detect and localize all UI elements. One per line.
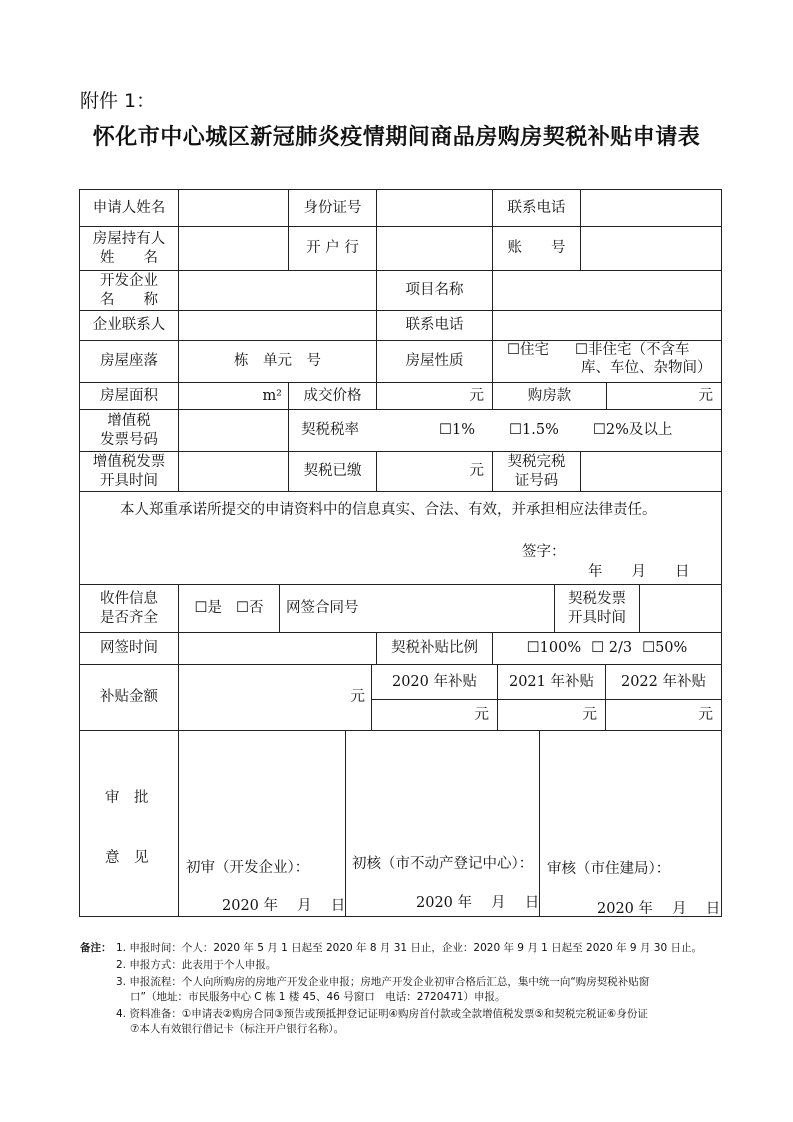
first-check-opinion-field[interactable] xyxy=(346,731,539,849)
bank-field[interactable] xyxy=(377,227,492,270)
phone-label: 联系电话 xyxy=(507,199,566,216)
sign-time-label: 网签时间 xyxy=(100,640,158,657)
note-4a: 4. 资料准备：①申请表②购房合同③预告或预抵押登记证明④购房首付款或全款增值税发票⑤和契税完税证⑥身份证 xyxy=(116,1008,648,1020)
deed-paid-unit: 元 xyxy=(469,463,484,480)
deed-invoice-label-line2: 开具时间 xyxy=(568,609,626,626)
subsidy-2021-field[interactable] xyxy=(498,700,605,730)
vat-time-label-line2: 开具时间 xyxy=(100,472,158,489)
vat-number-field[interactable] xyxy=(179,410,288,451)
area-label: 房屋面积 xyxy=(100,387,158,404)
bank-label: 开 户 行 xyxy=(306,240,359,257)
docs-complete-label-line1: 收件信息 xyxy=(100,591,158,608)
deed-invoice-time-label xyxy=(555,585,639,632)
contract-no-field[interactable] xyxy=(380,585,554,632)
non-residential-note: 库、车位、杂物间） xyxy=(581,360,712,377)
deed-rate-label: 契税税率 xyxy=(301,422,359,439)
rate-15-checkbox[interactable]: ☐1.5% xyxy=(509,422,559,439)
holder-name-field[interactable] xyxy=(179,227,288,270)
subsidy-amount-label: 补贴金额 xyxy=(100,689,158,706)
project-name-field[interactable] xyxy=(493,271,721,310)
final-review-opinion-field[interactable] xyxy=(540,731,721,853)
subsidy-2021-label: 2021 年补贴 xyxy=(508,673,594,690)
final-review-date: 2020 年 月 日 xyxy=(597,901,721,917)
subsidy-2020-unit: 元 xyxy=(474,706,489,723)
note-2: 2. 申报方式：此表用于个人申报。 xyxy=(116,959,277,971)
first-review-date: 2020 年 月 日 xyxy=(222,898,346,914)
project-name-label: 项目名称 xyxy=(405,282,464,299)
signature-label: 签字： xyxy=(522,544,566,560)
rate-1-checkbox[interactable]: ☐1% xyxy=(439,422,476,439)
property-type-row1 xyxy=(507,341,690,359)
yes-checkbox[interactable]: ☐是 xyxy=(194,600,222,617)
account-label: 账 号 xyxy=(507,240,566,257)
attachment-label: 附件 1： xyxy=(80,90,156,112)
subsidy-2020-label: 2020 年补贴 xyxy=(391,673,477,690)
note-4b: ⑦本人有效银行借记卡（标注开户银行名称）。 xyxy=(130,1023,345,1035)
deal-price-label: 成交价格 xyxy=(303,387,362,404)
first-review-opinion-field[interactable] xyxy=(179,731,345,851)
deed-paid-field[interactable] xyxy=(377,452,492,491)
contact-phone-label: 联系电话 xyxy=(405,317,464,334)
account-field[interactable] xyxy=(581,227,721,270)
sign-time-field[interactable] xyxy=(179,633,376,664)
subsidy-ratio-label: 契税补贴比例 xyxy=(391,640,478,657)
ratio-23-checkbox[interactable]: ☐ 2/3 xyxy=(591,640,633,657)
holder-name-label-line1: 房屋持有人 xyxy=(92,231,166,248)
pledge-text: 本人郑重承诺所提交的申请资料中的信息真实、合法、有效，并承担相应法律责任。 xyxy=(120,502,657,518)
deed-rate-options xyxy=(377,410,721,451)
deed-cert-label-line1: 契税完税 xyxy=(507,454,566,471)
rate-2-checkbox[interactable]: ☐2%及以上 xyxy=(592,422,673,439)
applicant-name-label: 申请人姓名 xyxy=(92,199,166,216)
subsidy-amount-field[interactable] xyxy=(179,665,371,730)
note-3b: 口”（地址：市民服务中心 C 栋 1 楼 45、46 号窗口 电话：2720471）申报。 xyxy=(130,991,506,1003)
first-review-label: 初审（开发企业）： xyxy=(186,860,310,876)
developer-label-line2: 名 称 xyxy=(100,291,158,308)
developer-label-line1: 开发企业 xyxy=(100,273,158,290)
form-title: 怀化市中心城区新冠肺炎疫情期间商品房购房契税补贴申请表 xyxy=(92,125,701,150)
note-1: 1. 申报时间：个人：2020 年 5 月 1 日起至 2020 年 8 月 31 日止，企业：2020 年 9 月 1 日起至 2020 年 9 月 30 日止。 xyxy=(116,942,702,954)
property-type-label: 房屋性质 xyxy=(405,353,464,370)
developer-field[interactable] xyxy=(179,271,376,310)
id-number-field[interactable] xyxy=(377,190,492,226)
vat-number-label-line1: 增值税 xyxy=(107,413,151,430)
deed-cert-label xyxy=(493,452,580,491)
subsidy-ratio-options xyxy=(493,633,721,664)
docs-complete-label-line2: 是否齐全 xyxy=(100,609,158,626)
applicant-name-field[interactable] xyxy=(179,190,288,226)
deed-cert-label-line2: 证号码 xyxy=(514,472,559,489)
docs-complete-options xyxy=(179,585,279,632)
subsidy-amount-unit: 元 xyxy=(350,689,365,706)
deed-paid-label: 契税已缴 xyxy=(303,463,362,480)
approval-label-line2: 意 见 xyxy=(105,850,149,866)
company-contact-label: 企业联系人 xyxy=(92,317,166,334)
purchase-amount-label: 购房款 xyxy=(527,387,572,404)
subsidy-2022-unit: 元 xyxy=(698,706,713,723)
ratio-50-checkbox[interactable]: ☐50% xyxy=(642,640,688,657)
area-field[interactable] xyxy=(179,383,288,409)
vat-number-label xyxy=(80,410,178,451)
vat-time-label xyxy=(80,452,178,491)
vat-time-label-line1: 增值税发票 xyxy=(92,454,166,471)
first-check-date: 2020 年 月 日 xyxy=(416,895,540,911)
deed-invoice-time-field[interactable] xyxy=(640,585,721,632)
non-residential-checkbox[interactable]: ☐非住宅（不含车 xyxy=(575,342,690,358)
no-checkbox[interactable]: ☐否 xyxy=(236,600,264,617)
pledge-date: 年 月 日 xyxy=(588,564,690,580)
holder-name-label xyxy=(80,227,178,270)
purchase-amount-field[interactable] xyxy=(607,383,721,409)
id-number-label: 身份证号 xyxy=(303,199,362,216)
residential-checkbox[interactable]: ☐住宅 xyxy=(507,342,549,358)
location-field[interactable]: 栋 单元 号 xyxy=(234,353,321,370)
purchase-amount-unit: 元 xyxy=(698,387,713,404)
holder-name-label-line2: 姓 名 xyxy=(100,249,158,266)
deal-price-field[interactable] xyxy=(377,383,492,409)
deed-invoice-label-line1: 契税发票 xyxy=(568,591,626,608)
contact-phone-field[interactable] xyxy=(493,311,721,340)
area-unit: m² xyxy=(262,387,282,404)
location-label: 房屋座落 xyxy=(100,353,158,370)
signature-field[interactable] xyxy=(580,536,710,558)
deed-cert-field[interactable] xyxy=(581,452,721,491)
vat-time-field[interactable] xyxy=(179,452,288,491)
company-contact-field[interactable] xyxy=(179,311,376,340)
property-type-options xyxy=(493,341,721,382)
docs-complete-label xyxy=(80,585,178,632)
vat-number-label-line2: 发票号码 xyxy=(100,431,158,448)
developer-label xyxy=(80,271,178,310)
first-check-label: 初核（市不动产登记中心）： xyxy=(352,856,534,872)
note-3a: 3. 申报流程：个人向所购房的房地产开发企业申报；房地产开发企业初审合格后汇总，集中统一向“购房契税补贴窗 xyxy=(116,976,650,988)
phone-field[interactable] xyxy=(581,190,721,226)
notes-label: 备注： xyxy=(80,942,112,954)
subsidy-2020-field[interactable] xyxy=(372,700,497,730)
subsidy-2022-field[interactable] xyxy=(606,700,721,730)
approval-label-line1: 审 批 xyxy=(105,790,149,806)
final-review-label: 审核（市住建局）： xyxy=(547,861,671,877)
subsidy-2021-unit: 元 xyxy=(582,706,597,723)
contract-no-label: 网签合同号 xyxy=(286,600,359,617)
subsidy-2022-label: 2022 年补贴 xyxy=(620,673,706,690)
ratio-100-checkbox[interactable]: ☐100% xyxy=(526,640,582,657)
deal-price-unit: 元 xyxy=(469,387,484,404)
